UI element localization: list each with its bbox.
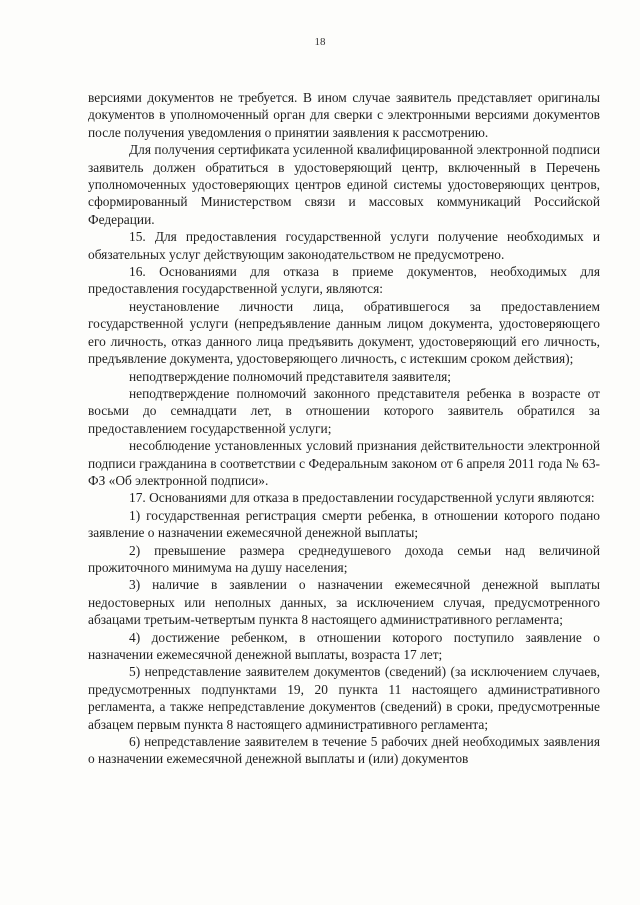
list-item: 6) непредставление заявителем в течение 5 рабочих дней необходимых заявления о назначении ежемесячной денежной выплаты и (или) документов xyxy=(88,734,600,767)
list-item: 5) непредставление заявителем документов (сведений) (за исключением случаев, предусмотренных подпунктами 19, 20 пункта 11 настоящего административного регламента, а также непредставление документов (сведений) в сроки, предусмотренные абзацем первым пункта 8 настоящего административного регламента; xyxy=(88,664,600,732)
list-item: 1) государственная регистрация смерти ребенка, в отношении которого подано заявление о назначении ежемесячной денежной выплаты; xyxy=(88,507,600,541)
list-item: 2) превышение размера среднедушевого дохода семьи над величиной прожиточного минимума на душу населения; xyxy=(88,542,600,575)
document-body xyxy=(88,89,600,768)
page-number: 18 xyxy=(314,36,326,48)
paragraph-item-15: 15. Для предоставления государственной услуги получение необходимых и обязательных услуг действующим законодательством не предусмотрено. xyxy=(88,229,600,262)
paragraph-item-17: 17. Основаниями для отказа в предоставлении государственной услуги являются: xyxy=(129,490,595,506)
paragraph: неподтверждение полномочий представителя заявителя; xyxy=(129,368,452,384)
paragraph: неустановление личности лица, обратившегося за предоставлением государственной услуги (непредъявление данным лицом документа, удостоверяющего его личность, отказ данного лица предъявить документ, удостоверяющий его личность, предъявление документа, удостоверяющего личность, с истекшим сроком действия); xyxy=(88,298,600,367)
paragraph: версиями документов не требуется. В ином случае заявитель представляет оригиналы документов в уполномоченный орган для сверки с электронными версиями документов после получения уведомления о принятии заявления к рассмотрению. xyxy=(88,90,600,140)
list-item: 3) наличие в заявлении о назначении ежемесячной денежной выплаты недостоверных или неполных данных, за исключением случая, предусмотренного абзацами третьим-четвертым пункта 8 настоящего административного регламента; xyxy=(88,577,600,628)
list-item: 4) достижение ребенком, в отношении которого поступило заявление о назначении ежемесячной денежной выплаты, возраста 17 лет; xyxy=(88,629,600,662)
paragraph-item-16: 16. Основаниями для отказа в приеме документов, необходимых для предоставления государственной услуги, являются: xyxy=(88,264,600,297)
paragraph: Для получения сертификата усиленной квалифицированной электронной подписи заявитель должен обратиться в удостоверяющий центр, включенный в Перечень уполномоченных удостоверяющих центров единой системы удостоверяющих центров, сформированный Министерством связи и массовых коммуникаций Российской Федерации. xyxy=(88,142,600,227)
paragraph: неподтверждение полномочий законного представителя ребенка в возрасте от восьми до семнадцати лет, в отношении которого заявитель обратился за предоставлением государственной услуги; xyxy=(88,385,600,436)
paragraph: несоблюдение установленных условий признания действительности электронной подписи гражданина в соответствии с Федеральным законом от 6 апреля 2011 года № 63-ФЗ «Об электронной подписи». xyxy=(88,438,600,488)
